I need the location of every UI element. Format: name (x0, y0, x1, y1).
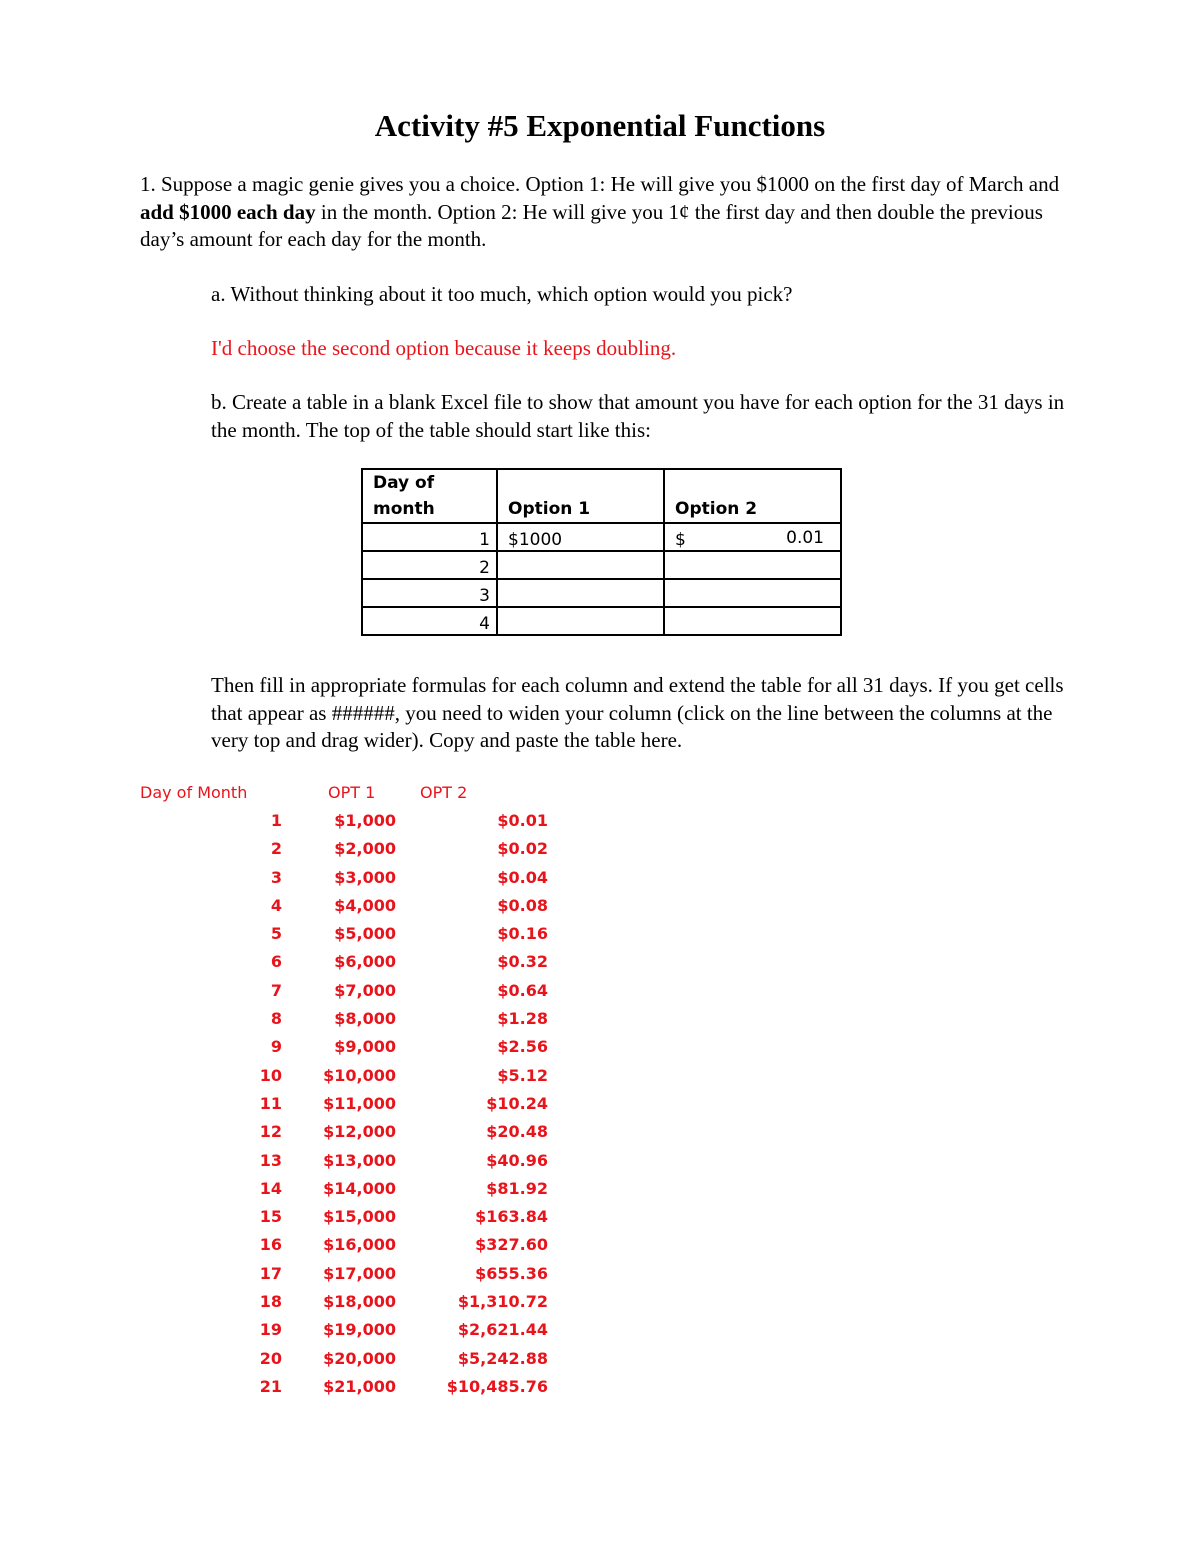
sample-cell-day: 1 (362, 523, 497, 551)
sample-table (361, 468, 842, 636)
answer-cell-day: 17 (259, 1263, 282, 1283)
sample-cell-option2 (664, 607, 841, 635)
answer-cell-day: 10 (259, 1065, 282, 1085)
answer-cell-opt1: $3,000 (334, 867, 396, 887)
answer-cell-opt1: $20,000 (323, 1348, 396, 1368)
answer-cell-opt1: $13,000 (323, 1150, 396, 1170)
answer-cell-day: 19 (259, 1320, 282, 1340)
answer-cell-opt2: $5.12 (497, 1065, 548, 1085)
sample-table-row (362, 523, 841, 551)
answer-cell-day: 7 (270, 980, 282, 1000)
sample-table-row (362, 607, 841, 635)
sample-cell-option2-sign: $ (675, 530, 686, 550)
answer-cell-opt1: $18,000 (323, 1292, 396, 1312)
question-1 (140, 171, 1070, 254)
answer-cell-day: 14 (259, 1178, 282, 1198)
answer-cell-day: 12 (259, 1122, 282, 1142)
answer-cell-day: 21 (259, 1376, 282, 1396)
answer-cell-opt1: $21,000 (323, 1376, 396, 1396)
answer-cell-opt2: $0.64 (497, 980, 548, 1000)
answer-cell-opt2: $20.48 (486, 1122, 548, 1142)
answer-cell-opt1: $8,000 (334, 1009, 396, 1029)
answer-cell-opt1: $6,000 (334, 952, 396, 972)
answer-cell-day: 13 (259, 1150, 282, 1170)
answer-cell-opt2: $0.01 (497, 811, 548, 830)
instructions-fill: Then fill in appropriate formulas for each column and extend the table for all 31 days. If you get cells that appear as ######, you need to widen your column (click on the line between the columns at the very top and drag wider). Copy and paste the table here. (211, 673, 1064, 752)
answer-cell-opt1: $15,000 (323, 1207, 396, 1227)
question-1b: b. Create a table in a blank Excel file to show that amount you have for each option for the 31 days in the month. The top of the table should start like this: (211, 390, 1065, 442)
answer-cell-day: 2 (270, 839, 282, 859)
question-1-bold-text: add $1000 each day (140, 199, 316, 224)
answer-cell-opt2: $327.60 (475, 1235, 548, 1255)
answer-cell-opt1: $17,000 (323, 1263, 396, 1283)
question-1a: a. Without thinking about it too much, which option would you pick? (211, 282, 793, 306)
answer-header-day: Day of Month (140, 783, 248, 802)
answer-cell-day: 5 (270, 924, 282, 944)
sample-cell-option1 (497, 551, 664, 579)
answer-cell-day: 15 (259, 1207, 282, 1227)
sample-cell-day: 2 (362, 551, 497, 579)
answer-cell-opt2: $10,485.76 (446, 1376, 548, 1396)
answer-cell-opt1: $1,000 (334, 811, 396, 830)
answer-cell-opt2: $10.24 (486, 1093, 548, 1113)
answer-cell-day: 16 (259, 1235, 282, 1255)
answer-cell-opt1: $7,000 (334, 980, 396, 1000)
sample-table-row (362, 551, 841, 579)
answer-cell-opt1: $12,000 (323, 1122, 396, 1142)
answer-cell-opt2: $0.04 (497, 867, 548, 887)
answer-cell-opt2: $1,310.72 (457, 1292, 548, 1312)
sample-cell-option1: $1000 (497, 523, 664, 551)
answer-cell-opt2: $0.16 (497, 924, 548, 944)
sample-cell-day: 3 (362, 579, 497, 607)
answer-cell-opt1: $4,000 (334, 895, 396, 915)
sample-cell-option2-value: 0.01 (786, 528, 824, 548)
answer-cell-opt2: $5,242.88 (457, 1348, 548, 1368)
answer-cell-opt2: $81.92 (486, 1178, 548, 1198)
answer-cell-opt2: $0.32 (497, 952, 548, 972)
answer-cell-opt1: $19,000 (323, 1320, 396, 1340)
sample-cell-option1 (497, 607, 664, 635)
page-title: Activity #5 Exponential Functions (374, 108, 826, 143)
answer-header-opt1: OPT 1 (328, 783, 376, 802)
answer-cell-opt1: $16,000 (323, 1235, 396, 1255)
answer-cell-opt2: $655.36 (475, 1263, 548, 1283)
answer-cell-day: 18 (259, 1292, 282, 1312)
answer-cell-opt1: $5,000 (334, 924, 396, 944)
answer-cell-opt2: $2,621.44 (457, 1320, 548, 1340)
sample-header-day (362, 469, 497, 523)
sample-table-header-row (362, 469, 841, 523)
sample-header-option2: Option 2 (664, 469, 841, 523)
answer-cell-opt1: $9,000 (334, 1037, 396, 1057)
answer-1a: I'd choose the second option because it keeps doubling. (211, 336, 677, 360)
answer-cell-day: 4 (270, 895, 282, 915)
answer-cell-day: 11 (259, 1093, 282, 1113)
answer-cell-opt1: $10,000 (323, 1065, 396, 1085)
sample-cell-option1 (497, 579, 664, 607)
answer-cell-day: 20 (259, 1348, 282, 1368)
answer-cell-opt2: $163.84 (475, 1207, 548, 1227)
answer-cell-day: 1 (270, 811, 282, 830)
answer-cell-opt2: $0.02 (497, 839, 548, 859)
answer-cell-opt1: $14,000 (323, 1178, 396, 1198)
answer-cell-opt1: $11,000 (323, 1093, 396, 1113)
sample-cell-option2 (664, 523, 841, 551)
sample-cell-option2 (664, 551, 841, 579)
sample-table-row (362, 579, 841, 607)
answer-cell-day: 6 (270, 952, 282, 972)
answer-cell-opt2: $0.08 (497, 895, 548, 915)
sample-cell-day: 4 (362, 607, 497, 635)
answer-cell-opt2: $1.28 (497, 1009, 548, 1029)
answer-cell-day: 3 (270, 867, 282, 887)
question-1-text-start: 1. Suppose a magic genie gives you a choice. Option 1: He will give you $1000 on the first day of March and (140, 172, 1060, 196)
answer-cell-day: 8 (270, 1009, 282, 1029)
question-1-text-end: in the month. Option 2: He will give you 1¢ the first day and then double the previous day’s amount for each day for the month. (140, 199, 1043, 251)
answer-cell-day: 9 (270, 1037, 282, 1057)
sample-header-option1: Option 1 (497, 469, 664, 523)
answer-cell-opt2: $40.96 (486, 1150, 548, 1170)
sample-header-day-label: Day of month (373, 473, 435, 519)
sample-cell-option2 (664, 579, 841, 607)
answer-cell-opt2: $2.56 (497, 1037, 548, 1057)
answer-header-opt2: OPT 2 (420, 783, 468, 802)
answer-cell-opt1: $2,000 (334, 839, 396, 859)
